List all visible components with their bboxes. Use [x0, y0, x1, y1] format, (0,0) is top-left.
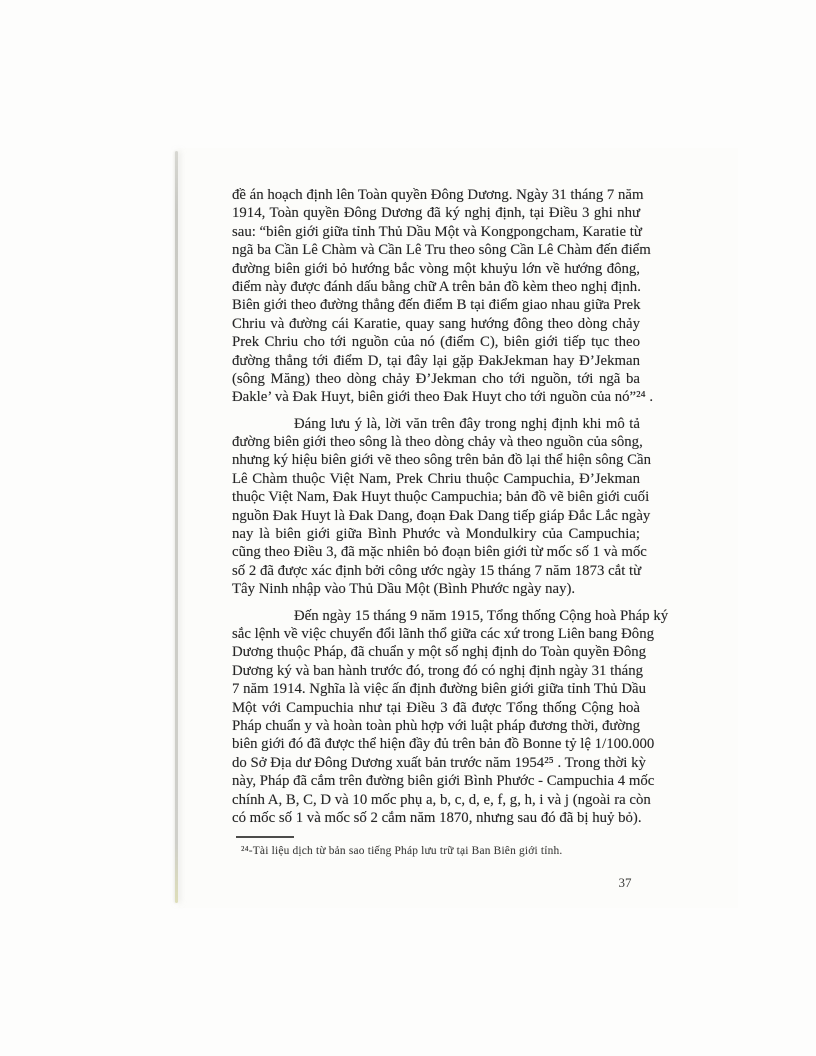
footnote-separator-rule	[236, 836, 294, 838]
text-block	[232, 186, 669, 827]
page-number: 37	[618, 875, 632, 890]
text-line: thuộc Việt Nam, Đak Huyt thuộc Campuchia; bản đồ vẽ biên giới cuối	[232, 489, 650, 506]
text-line: nhưng ký hiệu biên giới vẽ theo sông trên bản đồ lại thể hiện sông Cần	[232, 452, 651, 469]
text-line: (sông Măng) theo dòng chảy Đ’Jekman cho tới nguồn, tới ngã ba	[232, 370, 640, 387]
text-line: Một với Campuchia như tại Điều 3 đã được Tổng thống Cộng hoà	[232, 699, 640, 716]
text-line: này, Pháp đã cắm trên đường biên giới Bình Phước - Campuchia 4 mốc	[232, 773, 655, 790]
text-line: Biên giới theo đường thẳng đến điểm B tại điểm giao nhau giữa Prek	[232, 297, 641, 314]
page-edge-shadow	[175, 151, 178, 903]
text-line: đề án hoạch định lên Toàn quyền Đông Dương. Ngày 31 tháng 7 năm	[232, 187, 644, 203]
text-line: ngã ba Cần Lê Chàm và Cần Lê Tru theo sông Cần Lê Chàm đến điểm	[232, 242, 651, 259]
text-line: điểm này được đánh dấu bằng chữ A trên bản đồ kèm theo nghị định.	[232, 278, 641, 295]
text-line: đường biên giới theo sông là theo dòng chảy và theo nguồn của sông,	[232, 434, 643, 451]
text-line: Dương ký và ban hành trước đó, trong đó có nghị định ngày 31 tháng	[232, 662, 643, 679]
text-line: cũng theo Điều 3, đã mặc nhiên bỏ đoạn biên giới từ mốc số 1 và mốc	[232, 544, 647, 561]
text-line: 7 năm 1914. Nghĩa là việc ấn định đường biên giới giữa tỉnh Thủ Dầu	[232, 681, 647, 698]
text-line: Dương thuộc Pháp, đã chuẩn y một số nghị định do Toàn quyền Đông	[232, 644, 647, 661]
text-line: Chriu và đường cái Karatie, quay sang hướng đông theo dòng chảy	[232, 315, 640, 332]
text-line: nay là biên giới giữa Bình Phước và Mondulkiry của Campuchia;	[232, 526, 640, 543]
text-line: có mốc số 1 và mốc số 2 cắm năm 1870, nhưng sau đó đã bị huỷ bỏ).	[232, 809, 642, 826]
text-line: Lê Chàm thuộc Việt Nam, Prek Chriu thuộc Campuchia, Đ’Jekman	[232, 470, 640, 487]
text-line: Pháp chuẩn y và hoàn toàn phù hợp với luật pháp đương thời, đường	[232, 717, 640, 734]
text-line: Đáng lưu ý là, lời văn trên đây trong nghị định khi mô tả	[294, 415, 640, 432]
text-line: Tây Ninh nhập vào Thủ Dầu Một (Bình Phước ngày nay).	[232, 581, 576, 598]
paragraph	[232, 415, 651, 599]
text-line: Đakle’ và Đak Huyt, biên giới theo Đak Huyt cho tới nguồn của nó”²⁴ .	[232, 389, 654, 406]
text-line: Đến ngày 15 tháng 9 năm 1915, Tổng thống Cộng hoà Pháp ký	[294, 607, 669, 624]
text-line: do Sở Địa dư Đông Dương xuất bản trước năm 1954²⁵ . Trong thời kỳ	[232, 754, 646, 771]
text-line: nguồn Đak Huyt là Đak Dang, đoạn Đak Dang tiếp giáp Đắc Lắc ngày	[232, 507, 651, 524]
footnote-text: ²⁴-Tài liệu dịch từ bản sao tiếng Pháp lưu trữ tại Ban Biên giới tỉnh.	[241, 845, 563, 857]
text-line: Prek Chriu cho tới nguồn của nó (điểm C), biên giới tiếp tục theo	[232, 334, 640, 351]
text-line: số 2 đã được xác định bởi công ước ngày 15 tháng 7 năm 1873 cắt từ	[232, 562, 642, 579]
text-line: 1914, Toàn quyền Đông Dương đã ký nghị định, tại Điều 3 ghi như	[232, 205, 640, 222]
paragraph	[232, 186, 654, 407]
paragraph	[232, 607, 669, 828]
text-line: sau: “biên giới giữa tỉnh Thủ Dầu Một và Kongpongcham, Karatie từ	[232, 223, 642, 240]
text-line: chính A, B, C, D và 10 mốc phụ a, b, c, d, e, f, g, h, i và j (ngoài ra còn	[232, 791, 651, 808]
text-line: đường thẳng tới điểm D, tại đây lại gặp ĐakJekman hay Đ’Jekman	[232, 352, 640, 369]
text-line: sắc lệnh về việc chuyển đổi lãnh thổ giữa các xứ trong Liên bang Đông	[232, 625, 655, 642]
text-line: biên giới đó đã được thể hiện đầy đủ trên bản đồ Bonne tỷ lệ 1/100.000	[232, 736, 655, 753]
text-line: đường biên giới bỏ hướng bắc vòng một khuỷu lớn về hướng đông,	[232, 260, 640, 277]
